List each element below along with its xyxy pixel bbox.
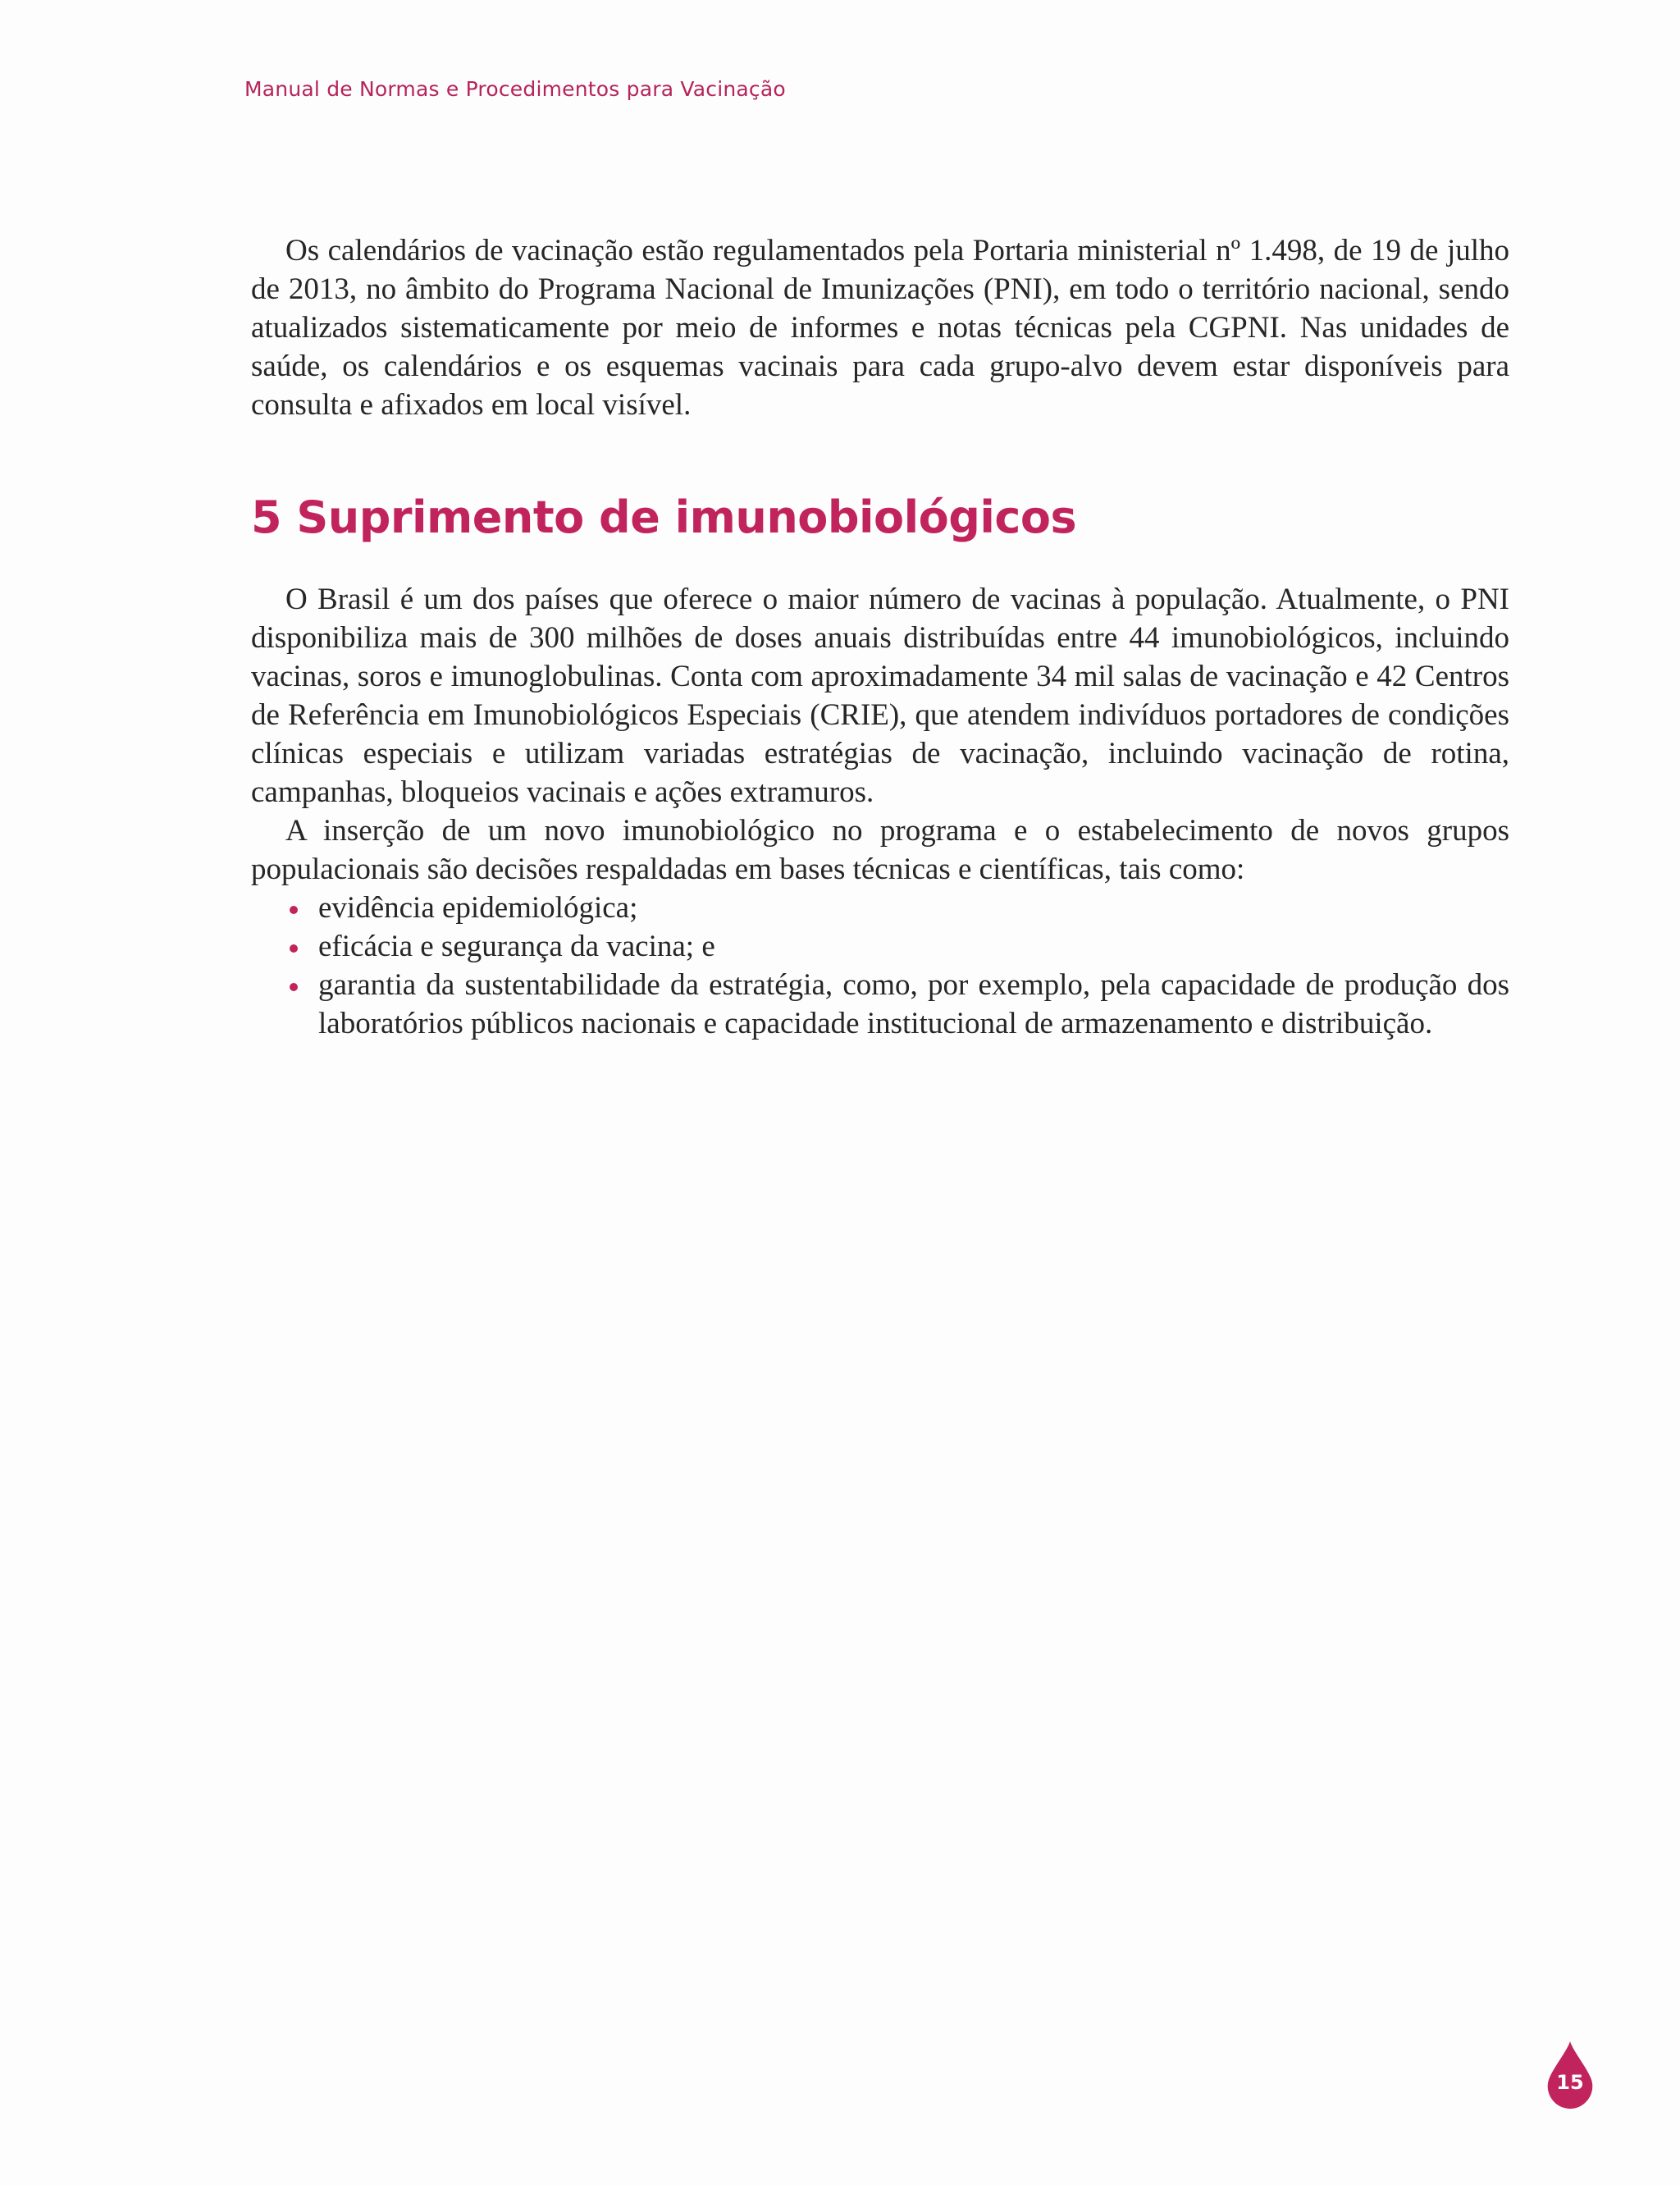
list-item [251, 966, 1509, 1043]
paragraph-supply: O Brasil é um dos países que oferece o maior número de vacinas à população. Atualmente, o PNI disponibiliza mais de 300 milhões de doses anuais distribuídas entre 44 imunobiológicos, incluindo vacinas, soros e imunoglobulinas. Conta com aproximadamente 34 mil salas de vacinação e 42 Centros de Referência em Imunobiológicos Especiais (CRIE), que atendem indivíduos portadores de condições clínicas especiais e utilizam variadas estratégias de vacinação, incluindo vacinação de rotina, campanhas, bloqueios vacinais e ações extramuros. [251, 583, 1509, 809]
intro-paragraph: Os calendários de vacinação estão regulamentados pela Portaria ministerial nº 1.498, de 19 de julho de 2013, no âmbito do Programa Nacional de Imunizações (PNI), em todo o território nacional, sendo atualizados sistematicamente por meio de informes e notas técnicas pela CGPNI. Nas unidades de saúde, os calendários e os esquemas vacinais para cada grupo-alvo devem estar disponíveis para consulta e afixados em local visível. [251, 234, 1509, 422]
bullet-icon [290, 983, 298, 991]
bullet-icon [290, 944, 298, 953]
list-item [251, 889, 1509, 927]
list-item-text: garantia da sustentabilidade da estratégia, como, por exemplo, pela capacidade de produção dos laboratórios públicos nacionais e capacidade institucional de armazenamento e distribuição. [318, 968, 1509, 1040]
page-number: 15 [1556, 2071, 1584, 2094]
list-item [251, 927, 1509, 966]
list-item-text: eficácia e segurança da vacina; e [318, 930, 715, 963]
bullet-icon [290, 906, 298, 914]
section-title: 5 Suprimento de imunobiológicos [251, 491, 1077, 543]
criteria-list [251, 889, 1509, 1043]
main-content [251, 231, 1509, 1043]
running-header: Manual de Normas e Procedimentos para Vacinação [244, 77, 786, 101]
paragraph-criteria: A inserção de um novo imunobiológico no programa e o estabelecimento de novos grupos populacionais são decisões respaldadas em bases técnicas e científicas, tais como: [251, 814, 1509, 886]
list-item-text: evidência epidemiológica; [318, 891, 638, 925]
